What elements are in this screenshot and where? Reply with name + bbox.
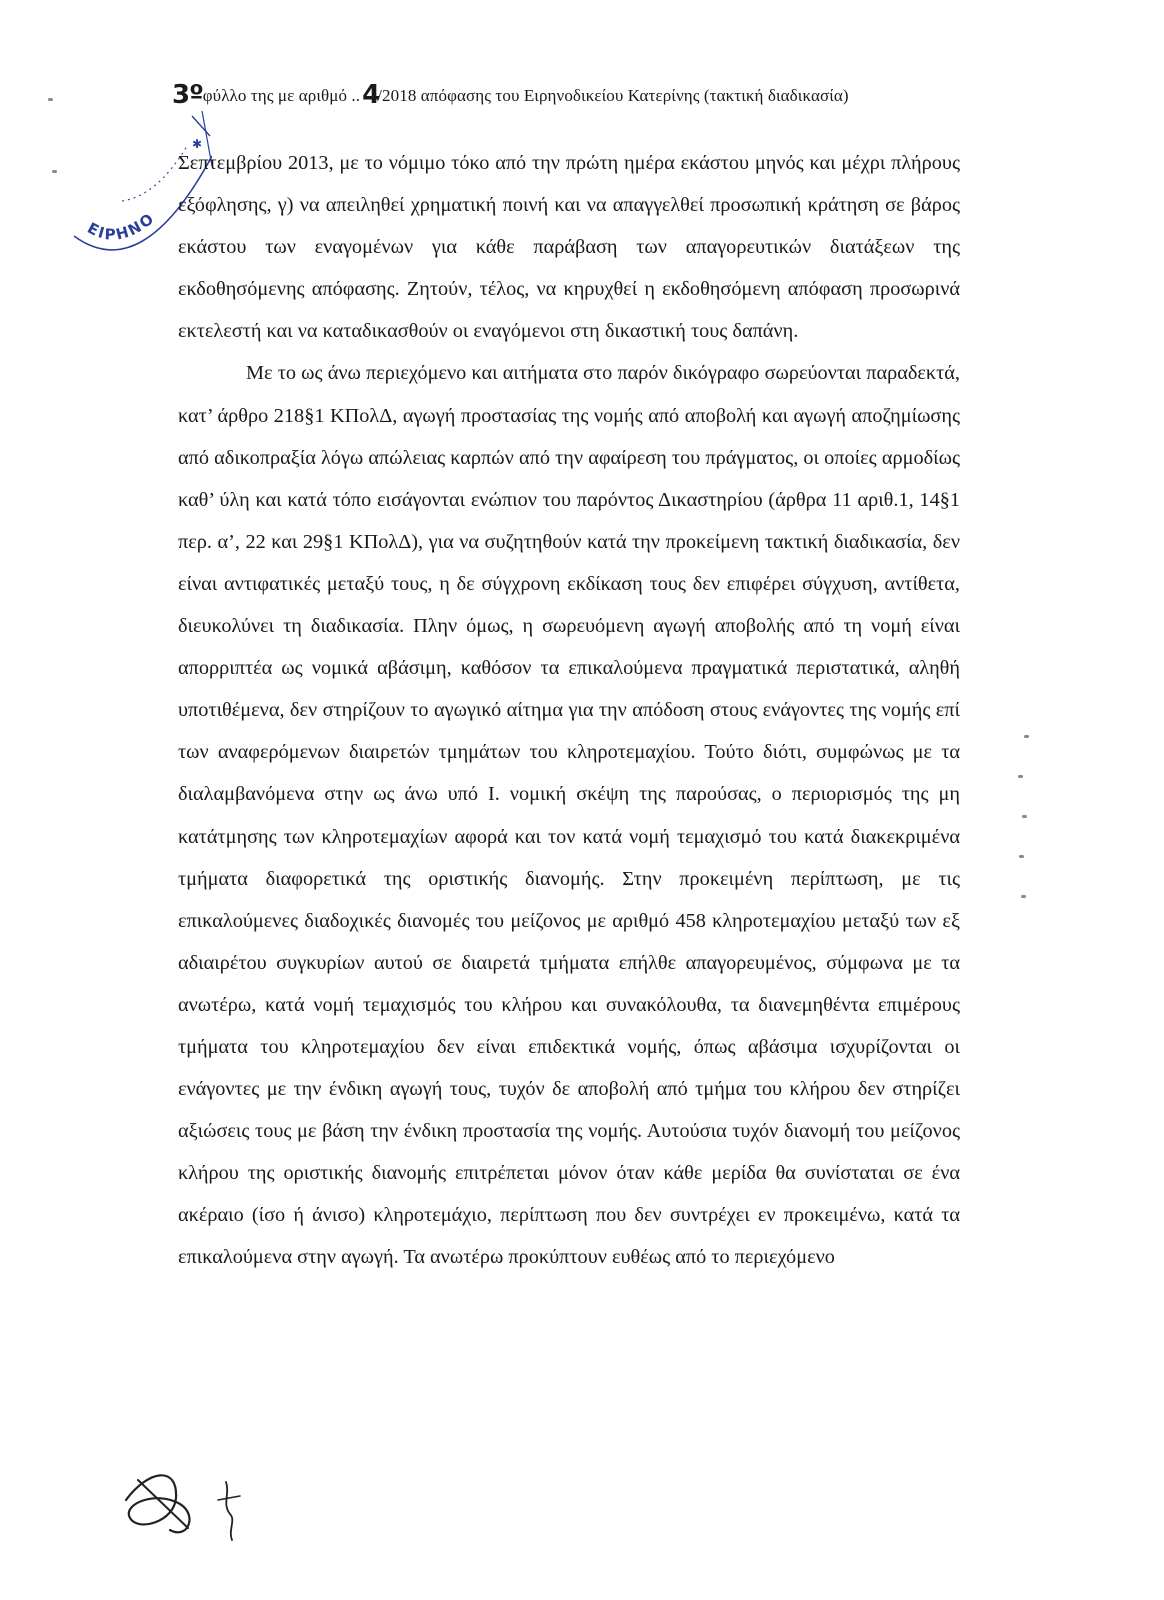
paragraph-2: Με το ως άνω περιεχόμενο και αιτήματα στο παρόν δικόγραφο σωρεύονται παραδεκτά, κατ’ άρθρο 218§1 ΚΠολΔ, αγωγή προστασίας της νομής από αποβολή και αγωγή αποζημίωσης από αδικοπραξία λόγω απώλειας καρπών από την αφαίρεση του πράγματος, οι οποίες αρμοδίως καθ’ ύλη και κατά τόπο εισάγονται ενώπιον του παρόντος Δικαστηρίου (άρθρα 11 αριθ.1, 14§1 περ. α’, 22 και 29§1 ΚΠολΔ), για να συζητηθούν κατά την προκείμενη τακτική διαδικασία, δεν είναι αντιφατικές μεταξύ τους, η δε σύγχρονη εκδίκαση τους δεν επιφέρει σύγχυση, αντίθετα, διευκολύνει τη διαδικασία. Πλην όμως, η σωρευόμενη αγωγή αποβολής από τη νομή είναι απορριπτέα ως νομικά αβάσιμη, καθόσον τα επικαλούμενα πραγματικά περιστατικά, αληθή υποτιθέμενα, δεν στηρίζουν το αγωγικό αίτημα για την απόδοση στους ενάγοντες της νομής επί των αναφερόμενων διαιρετών τμημάτων του κληροτεμαχίου. Τούτο διότι, συμφώνως με τα διαλαμβανόμενα στην ως άνω υπό Ι. νομική σκέψη της παρούσας, ο περιορισμός της μη κατάτμησης των κληροτεμαχίων αφορά και τον κατά νομή τεμαχισμό του κατά διακεκριμένα τμήματα διαφορετικά της οριστικής διανομής. Στην προκειμένη περίπτωση, με τις επικαλούμενες διαδοχικές διανομές του μείζονος με αριθμό 458 κληροτεμαχίου μεταξύ των εξ αδιαιρέτου συγκυρίων αυτού σε διαιρετά τμήματα επήλθε απαγορευμένος, σύμφωνα με τα ανωτέρω, κατά νομή τεμαχισμός του κλήρου και συνακόλουθα, τα διανεμηθέντα επιμέρους τμήματα του κληροτεμαχίου δεν είναι επιδεκτικά νομής, όπως αβάσιμα ισχυρίζονται οι ενάγοντες με την ένδικη αγωγή τους, τυχόν δε αποβολή από τμήμα του κλήρου δεν στηρίζει αξιώσεις τους με βάση την ένδικη προστασία της νομής. Αυτούσια τυχόν διανομή του μείζονος κλήρου της οριστικής διανομής επιτρέπεται μόνον όταν κάθε μερίδα θα συνίσταται σε ένα ακέραιο (ίσο ή άνισο) κληροτεμάχιο, περίπτωση που δεν συντρέχει εν προκειμένω, κατά τα επικαλούμενα στην αγωγή. Τα ανωτέρω προκύπτουν ευθέως από το περιεχόμενο [178, 362, 960, 1269]
signature [118, 1460, 278, 1580]
scan-speck [1021, 895, 1026, 898]
scan-speck [1019, 855, 1024, 858]
decision-number-handwritten: 4 [362, 80, 380, 110]
scan-speck [48, 98, 53, 101]
scan-speck [1018, 775, 1023, 778]
header-sheet-label: φύλλο της με αριθμό .. [202, 86, 361, 105]
stamp-star-icon: ✱ [192, 137, 203, 151]
decision-body [178, 142, 960, 1279]
scan-speck [52, 170, 57, 173]
header-rest: /2018 απόφασης του Ειρηνοδικείου Κατερίνης (τακτική διαδικασία) [377, 86, 849, 105]
scan-speck [1024, 735, 1029, 738]
page-header [172, 78, 952, 108]
stamp-text: ΕΙΡΗΝΟ [84, 208, 159, 244]
paragraph-1: Σεπτεμβρίου 2013, με το νόμιμο τόκο από την πρώτη ημέρα εκάστου μηνός και μέχρι πλήρους εξόφλησης, γ) να απειληθεί χρηματική ποινή και να απαγγελθεί προσωπική κράτηση σε βάρος εκάστου των εναγομένων για κάθε παράβαση των απαγορευτικών διατάξεων της εκδοθησόμενης απόφασης. Ζητούν, τέλος, να κηρυχθεί η εκδοθησόμενη απόφαση προσωρινά εκτελεστή και να καταδικασθούν οι εναγόμενοι στη δικαστική τους δαπάνη. [178, 152, 960, 343]
scan-speck [1022, 815, 1027, 818]
sheet-number-handwritten: 3º [172, 80, 203, 110]
